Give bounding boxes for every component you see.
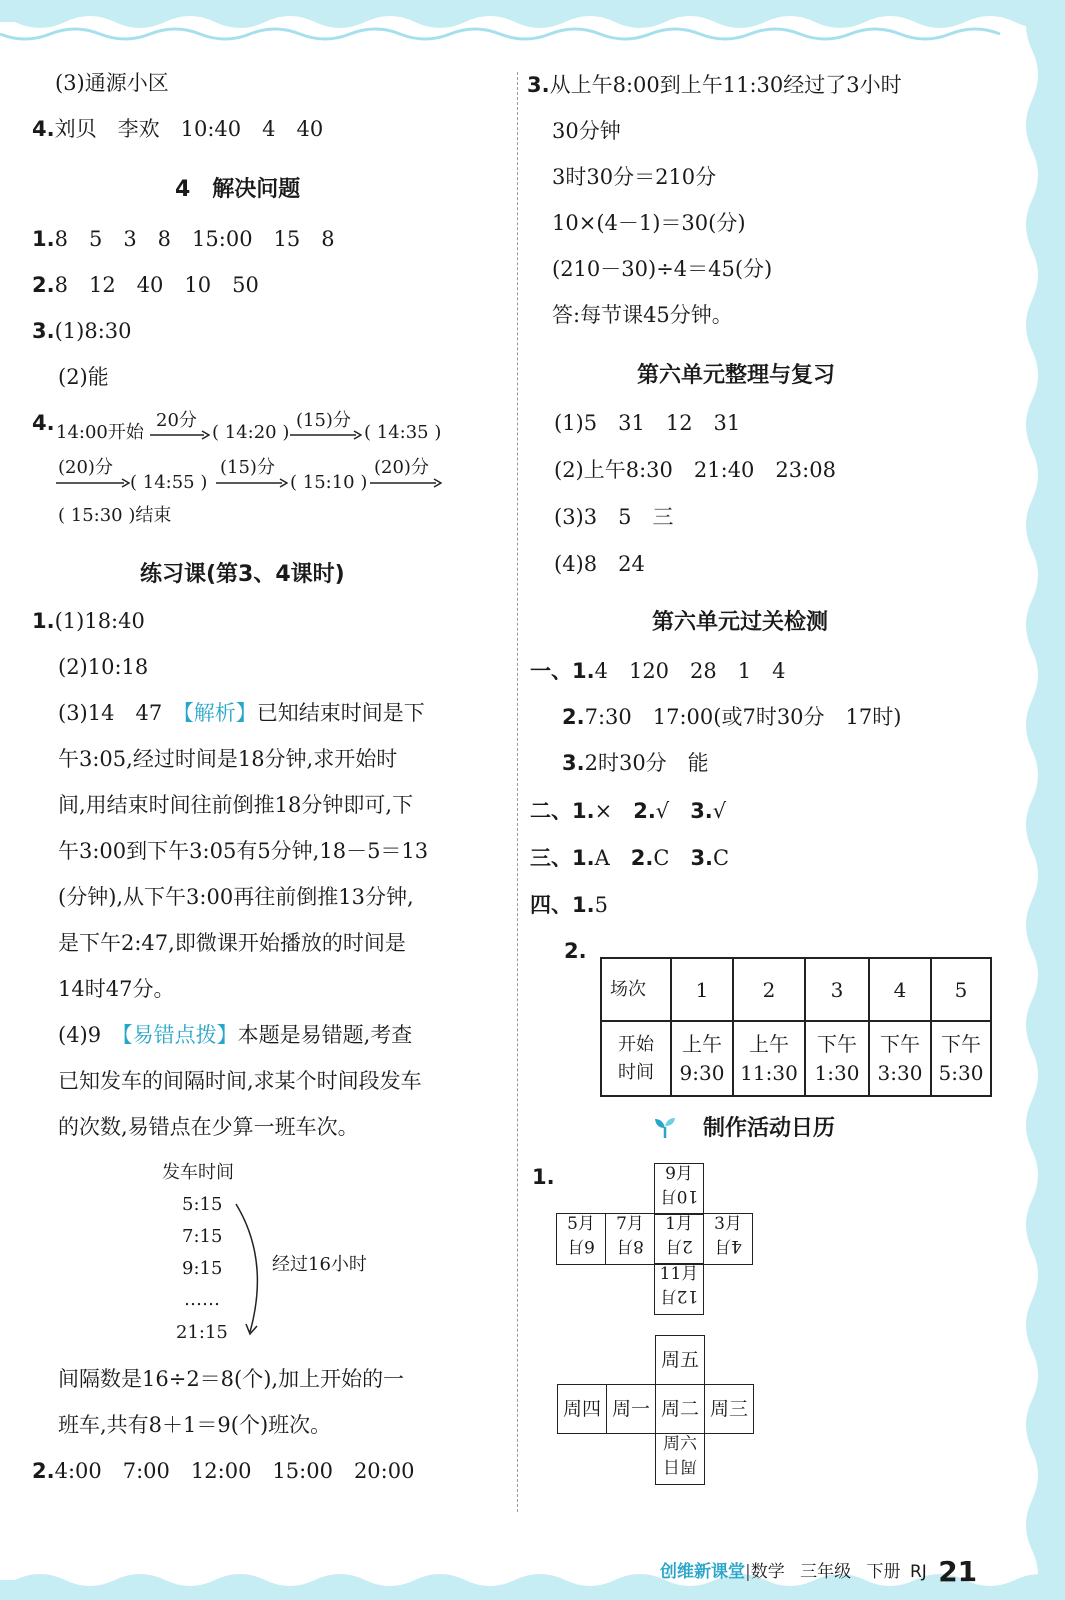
departure-time: 21:15 — [176, 1322, 228, 1343]
net-face: 周四 — [557, 1384, 607, 1434]
answer-line: (1)5 31 12 31 — [554, 411, 741, 435]
page-number: 21 — [938, 1555, 978, 1588]
flow-end: ( 15:30 )结束 — [58, 505, 172, 526]
explanation-line: 14时47分。 — [58, 977, 175, 1001]
section-heading: 练习课(第3、4课时) — [140, 562, 345, 587]
answer-number: 1. — [532, 1165, 555, 1189]
flow-arrow-label: (15)分 — [220, 457, 275, 478]
net-face: 5月 6月 — [556, 1213, 606, 1265]
explanation-line: 午3:00到下午3:05有5分钟,18－5＝13 — [58, 839, 429, 863]
table-row-header: 开始 时间 — [601, 1021, 671, 1096]
table-cell: 2 — [733, 958, 805, 1021]
answer-line: 4.刘贝 李欢 10:40 4 40 — [32, 117, 324, 141]
answer-line: (210－30)÷4＝45(分) — [552, 257, 773, 281]
answer-line: 3.(1)8:30 — [32, 319, 132, 343]
table-cell: 1 — [671, 958, 733, 1021]
answer-line: (2)上午8:30 21:40 23:08 — [554, 458, 836, 482]
answer-line: (3)14 47 【解析】已知结束时间是下 — [58, 701, 425, 725]
flow-arrow-label: (20)分 — [374, 457, 429, 478]
explanation-line: 班车,共有8＋1＝9(个)班次。 — [58, 1413, 332, 1437]
explanation-line: 的次数,易错点在少算一班车次。 — [58, 1115, 359, 1139]
departure-time: 7:15 — [182, 1226, 223, 1247]
answer-line: 2.4:00 7:00 12:00 15:00 20:00 — [32, 1459, 415, 1483]
answer-line: 10×(4－1)＝30(分) — [552, 211, 746, 235]
column-divider — [517, 72, 518, 1512]
right-wave-border — [1010, 0, 1065, 1600]
brand-name: 创维新课堂 — [660, 1562, 745, 1582]
net-face-top: 周五 — [655, 1335, 705, 1385]
flow-arrow-label: 20分 — [156, 410, 197, 431]
departure-time: …… — [184, 1289, 220, 1310]
flow-arrow-label: (20)分 — [58, 457, 113, 478]
analysis-tag: 【解析】 — [183, 701, 257, 725]
answer-number: 2. — [564, 939, 587, 963]
departure-time: 9:15 — [182, 1258, 223, 1279]
table-cell: 下午 1:30 — [805, 1021, 869, 1096]
flow-time: ( 14:20 ) — [212, 422, 290, 443]
answer-line: 答:每节课45分钟。 — [552, 303, 733, 327]
interval-note: 经过16小时 — [272, 1254, 367, 1275]
answer-line: 四、1.5 — [530, 893, 608, 917]
arrow-icon — [216, 478, 288, 488]
net-face: 3月 4月 — [703, 1213, 753, 1265]
table-cell: 4 — [869, 958, 931, 1021]
footer: 创维新课堂|数学 三年级 下册 RJ 21 — [660, 1555, 978, 1588]
net-face-top: 9月 10月 — [654, 1163, 704, 1215]
answer-line: 一、1.4 120 28 1 4 — [530, 659, 786, 683]
net-face-bottom: 11月 12月 — [654, 1263, 704, 1315]
section-heading: 第六单元过关检测 — [652, 610, 829, 635]
answer-line: (3)3 5 三 — [554, 505, 674, 529]
net-face-bottom: 周六 周日 — [655, 1433, 705, 1485]
edition: RJ — [909, 1562, 927, 1582]
table-cell: 上午 9:30 — [671, 1021, 733, 1096]
explanation-line: 已知发车的间隔时间,求某个时间段发车 — [58, 1069, 422, 1093]
error-tip-tag: 【易错点拨】 — [122, 1023, 238, 1047]
table-cell: 上午 11:30 — [733, 1021, 805, 1096]
explanation-line: 午3:05,经过时间是18分钟,求开始时 — [58, 747, 398, 771]
departure-time: 5:15 — [182, 1194, 223, 1215]
net-face: 7月 8月 — [605, 1213, 655, 1265]
net-face: 周一 — [606, 1384, 656, 1434]
schedule-table — [600, 957, 992, 1097]
answer-line: (4)8 24 — [554, 552, 645, 576]
explanation-line: (分钟),从下午3:00再往前倒推13分钟, — [58, 885, 414, 909]
term: 下册 — [866, 1562, 901, 1582]
explanation-line: 是下午2:47,即微课开始播放的时间是 — [58, 931, 406, 955]
table-cell: 下午 3:30 — [869, 1021, 931, 1096]
flow-time: ( 15:10 ) — [290, 472, 368, 493]
answer-number: 4. — [32, 411, 55, 435]
net-face: 1月 2月 — [654, 1213, 704, 1265]
table-header: 场次 — [601, 958, 671, 1021]
answer-line: (3)通源小区 — [55, 71, 169, 95]
table-cell: 3 — [805, 958, 869, 1021]
grade: 三年级 — [800, 1562, 852, 1582]
answer-line: 三、1.A 2.C 3.C — [530, 846, 730, 870]
answer-line: 3.从上午8:00到上午11:30经过了3小时 — [527, 73, 902, 97]
curved-arrow-icon — [232, 1200, 272, 1340]
subject: 数学 — [750, 1562, 785, 1582]
answer-line: (2)能 — [58, 365, 109, 389]
flow-arrow-label: (15)分 — [296, 410, 351, 431]
answer-line: (2)10:18 — [58, 655, 149, 679]
answer-line: 2.7:30 17:00(或7时30分 17时) — [562, 705, 902, 729]
departure-title: 发车时间 — [162, 1162, 234, 1183]
table-cell: 下午 5:30 — [931, 1021, 991, 1096]
net-face: 周三 — [704, 1384, 754, 1434]
arrow-icon — [56, 478, 130, 488]
answer-line: 2.8 12 40 10 50 — [32, 273, 259, 297]
sprout-icon — [653, 1116, 677, 1140]
arrow-icon — [290, 430, 362, 440]
arrow-icon — [150, 430, 210, 440]
answer-line: 1.(1)18:40 — [32, 609, 145, 633]
flow-time: ( 14:55 ) — [130, 472, 208, 493]
table-cell: 5 — [931, 958, 991, 1021]
top-wave-border — [0, 0, 1065, 60]
answer-line: 30分钟 — [552, 119, 621, 143]
flow-time: ( 14:35 ) — [364, 422, 442, 443]
answer-line: 3时30分＝210分 — [552, 165, 717, 189]
answer-line: (4)9 【易错点拨】本题是易错题,考查 — [58, 1023, 413, 1047]
net-face: 周二 — [655, 1384, 705, 1434]
section-heading: 第六单元整理与复习 — [637, 363, 836, 388]
arrow-icon — [370, 478, 442, 488]
answer-line: 3.2时30分 能 — [562, 751, 709, 775]
explanation-line: 间隔数是16÷2＝8(个),加上开始的一 — [58, 1367, 405, 1391]
flow-start: 14:00开始 — [56, 422, 144, 443]
section-heading: 制作活动日历 — [703, 1116, 836, 1141]
explanation-line: 间,用结束时间往前倒推18分钟即可,下 — [58, 793, 414, 817]
section-heading: 4 解决问题 — [175, 177, 301, 202]
answer-line: 二、1.× 2.√ 3.√ — [530, 799, 727, 823]
answer-line: 1.8 5 3 8 15:00 15 8 — [32, 227, 335, 251]
